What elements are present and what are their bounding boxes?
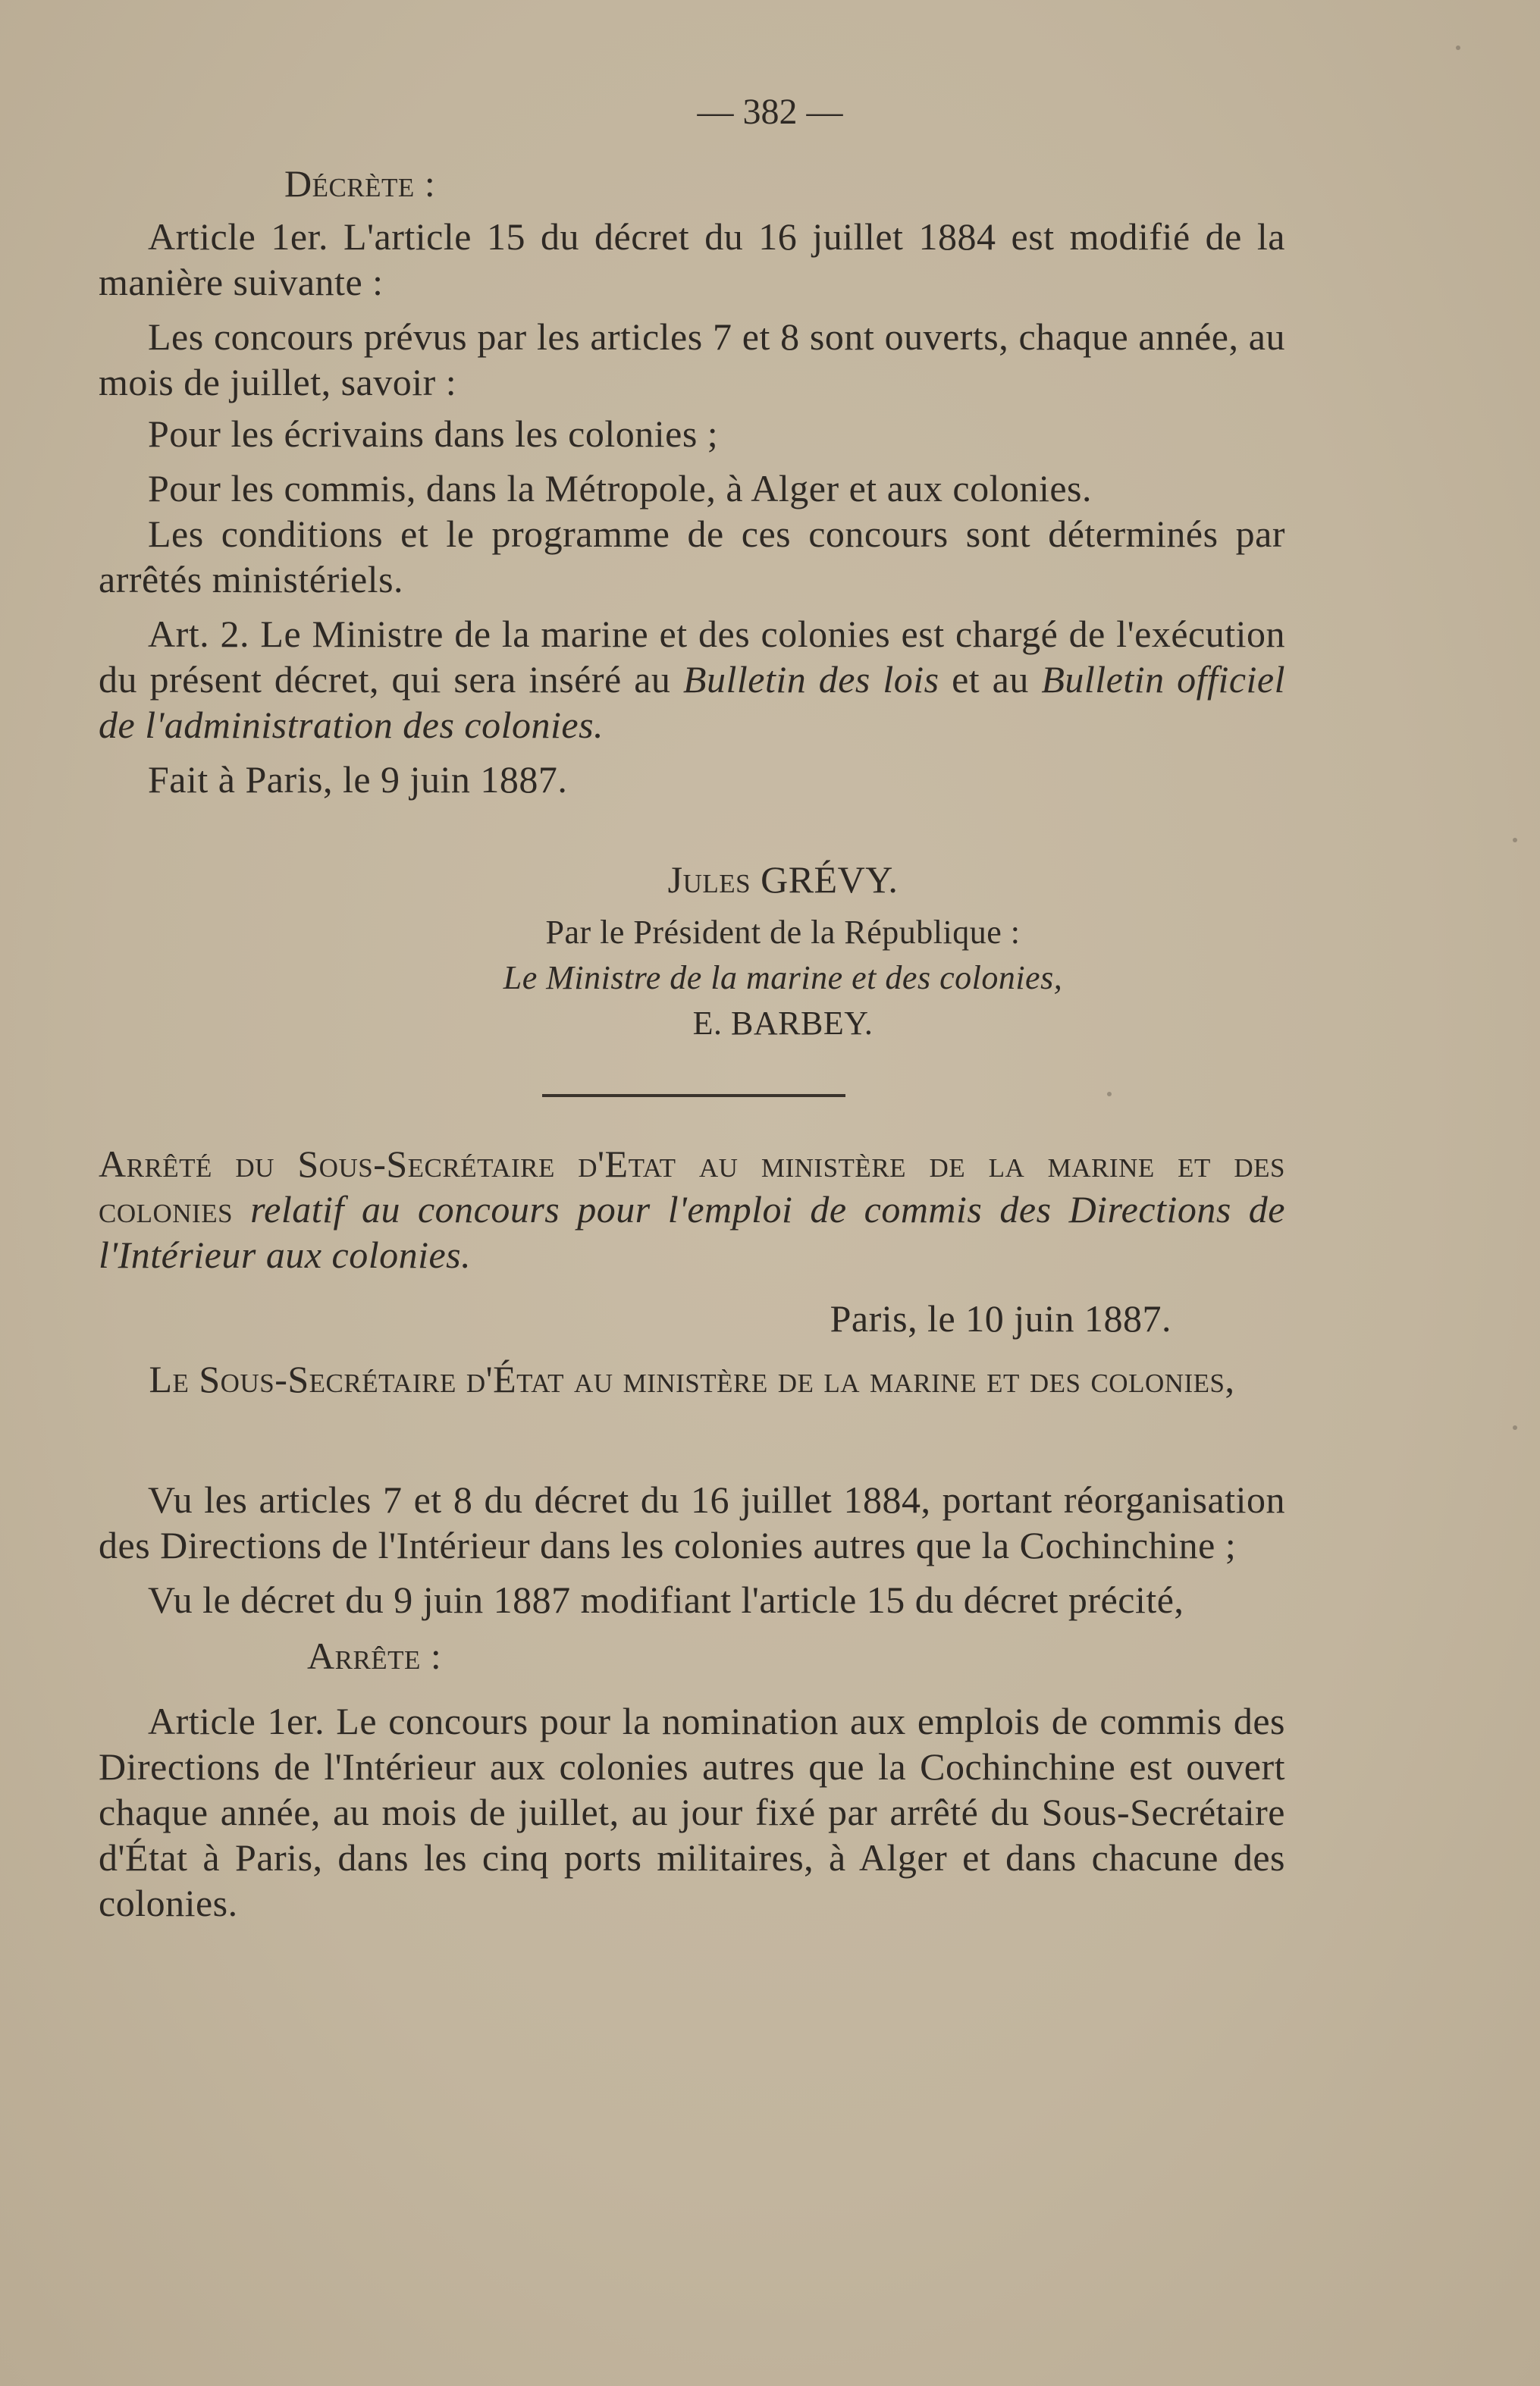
heading-arrete: Arrête : [307, 1635, 442, 1677]
article-2-mid: et au [939, 658, 1042, 701]
signature-block [99, 857, 1285, 1046]
article-1-intro: Article 1er. L'article 15 du décret du 16 juillet 1884 est modifié de la manière suivante : [99, 215, 1285, 303]
heading-decrete: Décrète : [284, 162, 436, 205]
separator-rule [542, 1094, 845, 1097]
decree-block [99, 161, 1285, 802]
arrete-title [99, 1141, 1285, 1278]
paper-speck [1456, 45, 1460, 50]
concours-paragraph: Les concours prévus par les articles 7 et 8 sont ouverts, chaque année, au mois de juillet, savoir : [99, 315, 1285, 403]
fait-a-paris: Fait à Paris, le 9 juin 1887. [148, 758, 568, 801]
article-2-text: Art. 2. Le Ministre de la marine et des colonies est chargé de l'exécution du présent décret, qui sera inséré au [99, 613, 1285, 701]
sous-secretaire-heading: Le Sous-Secrétaire d'État au ministère de la marine et des colonies, [149, 1358, 1235, 1400]
paper-speck [1513, 838, 1517, 842]
barbey-signature: E. BARBEY. [692, 1005, 874, 1042]
vu-paragraph-2: Vu le décret du 9 juin 1887 modifiant l'article 15 du décret précité, [148, 1579, 1184, 1621]
arrete-title-caps: Arrêté du Sous-Secrétaire d'Etat au ministère de la marine et des colonies [99, 1143, 1285, 1231]
ecrivains-line: Pour les écrivains dans les colonies ; [148, 412, 719, 455]
article-1-final: Article 1er. Le concours pour la nomination aux emplois de commis des Directions de l'Intérieur aux colonies autres que la Cochinchine est ouvert chaque année, au mois de juillet, au jour fixé par arrêté du Sous-Secrétaire d'État à Paris, dans les cinq ports militaires, à Alger et dans chacune des colonies. [99, 1700, 1285, 1924]
date-line: Paris, le 10 juin 1887. [830, 1297, 1171, 1340]
page-number: — 382 — [697, 92, 843, 132]
arrete-title-italic: relatif au concours pour l'emploi de commis des Directions de l'Intérieur aux colonies. [99, 1188, 1285, 1276]
vu-paragraph-1: Vu les articles 7 et 8 du décret du 16 juillet 1884, portant réorganisation des Directions de l'Intérieur dans les colonies autres que la Cochinchine ; [99, 1478, 1285, 1566]
commis-line: Pour les commis, dans la Métropole, à Alger et aux colonies. [148, 467, 1093, 509]
signature-grevy: Jules GRÉVY. [667, 858, 899, 901]
article-2-paragraph [99, 611, 1285, 748]
par-le-president: Par le Président de la République : [545, 914, 1021, 951]
conditions-paragraph: Les conditions et le programme de ces concours sont déterminés par arrêtés ministériels. [99, 513, 1285, 600]
bulletin-officiel: Bulletin officiel de l'administration des colonies. [99, 658, 1286, 746]
le-ministre: Le Ministre de la marine et des colonies, [503, 959, 1063, 996]
paper-speck [1513, 1425, 1517, 1430]
arrete-body [99, 1477, 1285, 1926]
bulletin-des-lois: Bulletin des lois [682, 658, 939, 701]
arrete-title-block [99, 1141, 1285, 1402]
paper-speck [1107, 1092, 1112, 1096]
